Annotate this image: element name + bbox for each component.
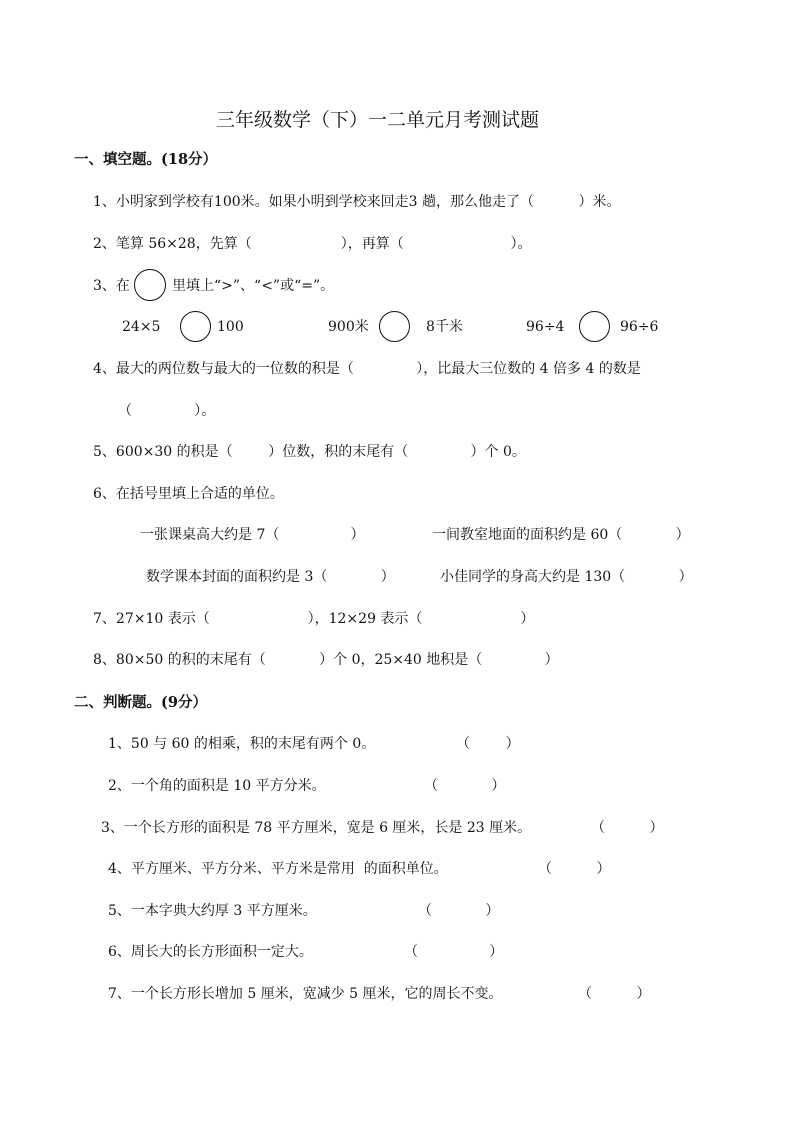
- judge-item-3: 3、一个长方形的面积是 78 平方厘米，宽是 6 厘米，长是 23 厘米。: [101, 820, 532, 836]
- question-3-prefix: 3、在: [93, 278, 130, 294]
- compare-circle-1[interactable]: [180, 311, 211, 342]
- page-title: 三年级数学（下）一二单元月考测试题: [216, 109, 540, 131]
- question-6-c: 数学课本封面的面积约是 3（ ）: [146, 569, 395, 585]
- judge-item-6: 6、周长大的长方形面积一定大。: [108, 944, 313, 960]
- question-7: 7、27×10 表示（ ），12×29 表示（ ）: [93, 611, 535, 627]
- compare-item-1-left: 24×5: [122, 319, 161, 335]
- question-4-line-1: 4、最大的两位数与最大的一位数的积是（ ），比最大三位数的 4 倍多 4 的数是: [93, 361, 641, 377]
- judge-item-1: 1、50 与 60 的相乘，积的末尾有两个 0。: [108, 736, 376, 752]
- question-3-suffix: 里填上“>”、“<”或“=”。: [172, 278, 335, 294]
- question-4-line-2: （ ）。: [118, 403, 216, 419]
- compare-item-3-right: 96÷6: [620, 319, 659, 335]
- judge-item-7: 7、一个长方形长增加 5 厘米，宽减少 5 厘米，它的周长不变。: [108, 986, 503, 1002]
- question-6-d: 小佳同学的身高大约是 130（ ）: [440, 569, 693, 585]
- compare-item-2-right: 8千米: [426, 319, 463, 335]
- judge-bracket-6[interactable]: （ ）: [404, 944, 504, 960]
- section-heading-fill-blank: 一、填空题。(18分）: [74, 151, 218, 168]
- compare-circle-example: [134, 269, 166, 301]
- question-8: 8、80×50 的积的末尾有（ ）个 0，25×40 地积是（ ）: [93, 652, 559, 668]
- judge-item-4: 4、平方厘米、平方分米、平方米是常用 的面积单位。: [108, 861, 448, 877]
- compare-circle-3[interactable]: [579, 311, 610, 342]
- compare-item-2-left: 900米: [328, 319, 369, 335]
- judge-bracket-4[interactable]: （ ）: [538, 861, 611, 877]
- judge-bracket-7[interactable]: （ ）: [578, 986, 651, 1002]
- judge-bracket-2[interactable]: （ ）: [424, 778, 506, 794]
- question-2: 2、笔算 56×28，先算（ ），再算（ ）。: [93, 236, 532, 252]
- compare-item-1-right: 100: [217, 319, 244, 335]
- judge-item-5: 5、一本字典大约厚 3 平方厘米。: [108, 903, 317, 919]
- judge-bracket-5[interactable]: （ ）: [418, 903, 500, 919]
- judge-bracket-3[interactable]: （ ）: [591, 820, 664, 836]
- question-6-stem: 6、在括号里填上合适的单位。: [93, 486, 284, 502]
- compare-item-3-left: 96÷4: [526, 319, 565, 335]
- question-6-b: 一间教室地面的面积约是 60（ ）: [432, 527, 690, 543]
- section-heading-true-false: 二、判断题。(9分）: [74, 694, 207, 711]
- question-5: 5、600×30 的积是（ ）位数，积的末尾有（ ）个 0。: [93, 444, 526, 460]
- judge-bracket-1[interactable]: （ ）: [456, 736, 520, 752]
- judge-item-2: 2、一个角的面积是 10 平方分米。: [108, 778, 326, 794]
- question-1: 1、小明家到学校有100米。如果小明到学校来回走3 趟，那么他走了（ ）米。: [93, 194, 621, 210]
- question-6-a: 一张课桌高大约是 7（ ）: [140, 527, 365, 543]
- compare-circle-2[interactable]: [379, 311, 410, 342]
